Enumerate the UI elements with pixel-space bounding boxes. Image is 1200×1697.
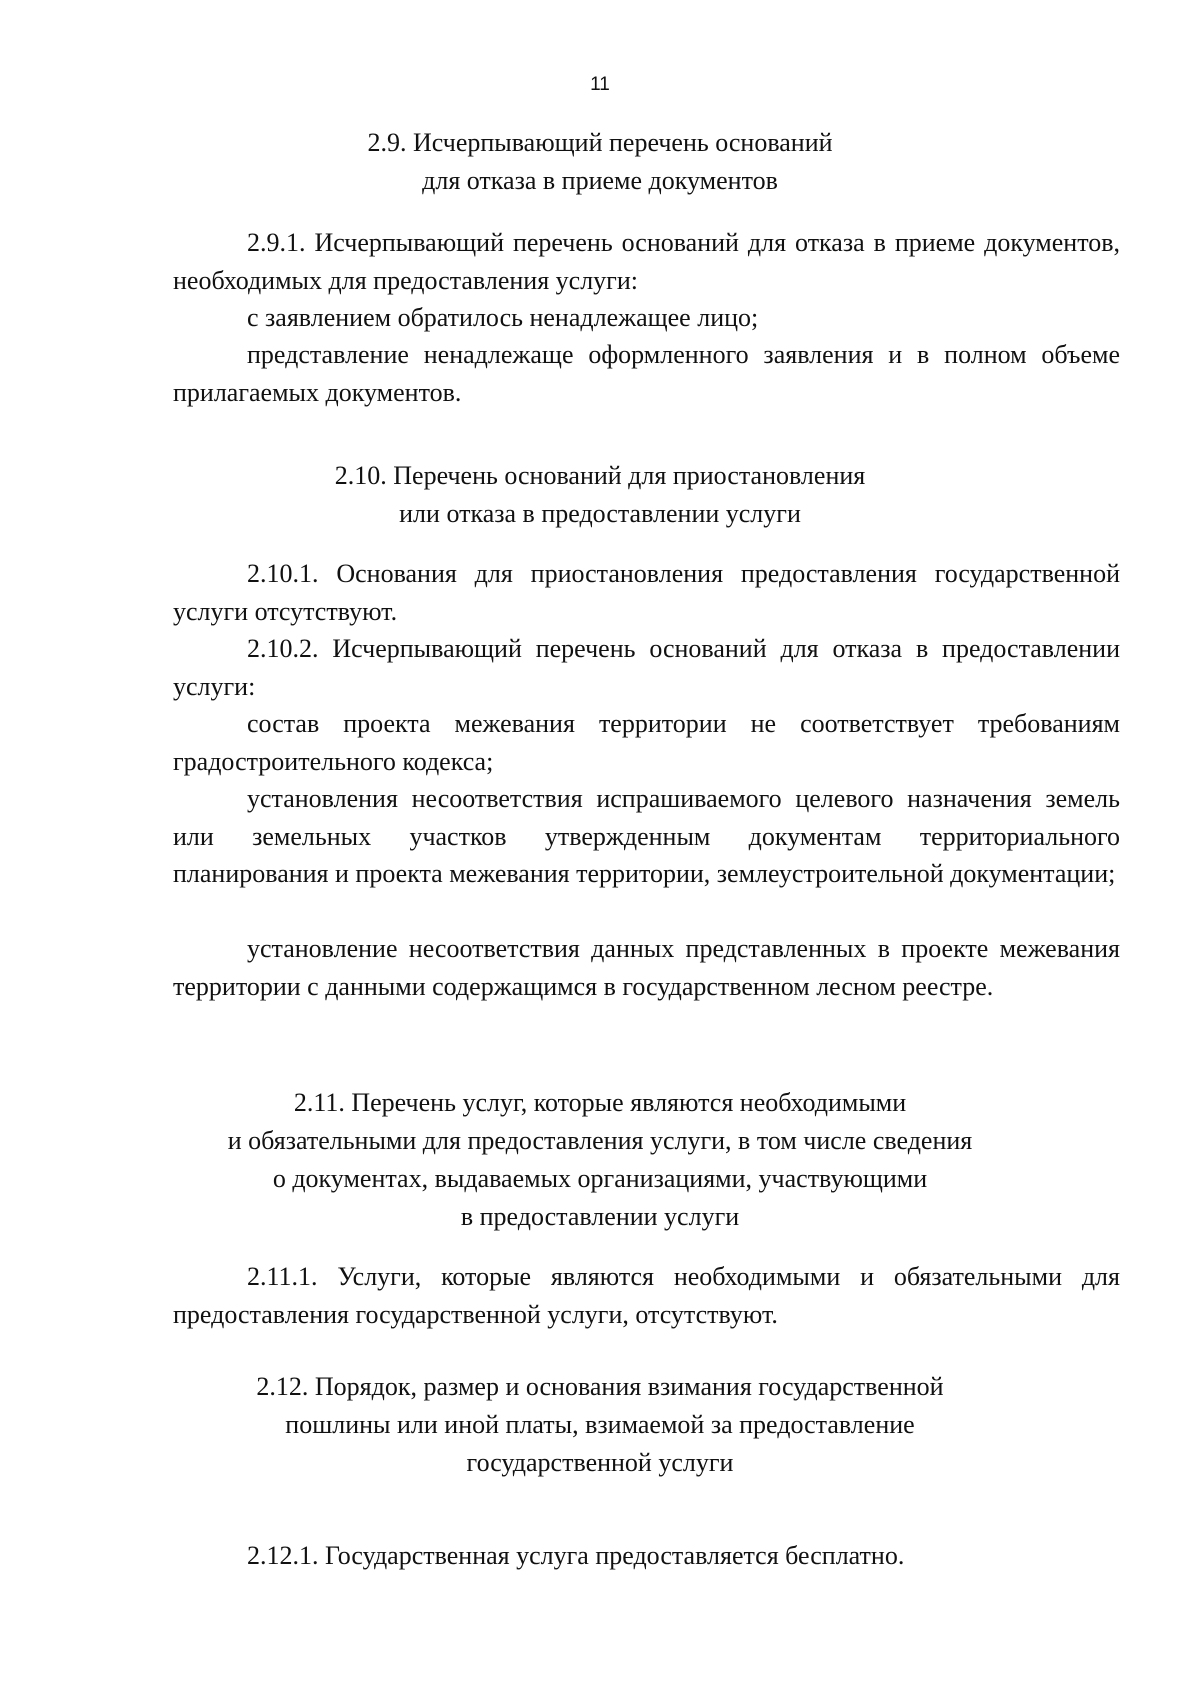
heading-line: 2.11. Перечень услуг, которые являются необходимыми [293, 1088, 907, 1117]
heading-line: 2.9. Исчерпывающий перечень оснований [367, 128, 833, 157]
page-number: 11 [590, 74, 610, 95]
heading-line: для отказа в приеме документов [422, 166, 778, 195]
heading-line: или отказа в предоставлении услуги [399, 499, 801, 528]
heading-line: о документах, выдаваемых организациями, участвующими [272, 1164, 928, 1193]
paragraph-2-9-improper-application: представление ненадлежаще оформленного заявления и в полном объеме прилагаемых документов. [173, 340, 1120, 407]
paragraph-2-9-1: 2.9.1. Исчерпывающий перечень оснований для отказа в приеме документов, необходимых для предоставления услуги: [173, 228, 1120, 295]
paragraph-2-10-2: 2.10.2. Исчерпывающий перечень оснований для отказа в предоставлении услуги: [173, 634, 1120, 701]
section-2-10-heading [0, 457, 1200, 533]
paragraph-2-10-survey-composition: состав проекта межевания территории не соответствует требованиям градостроительного кодекса; [173, 709, 1120, 776]
paragraph-2-10-purpose-mismatch: установления несоответствия испрашиваемого целевого назначения земель или земельных участков утвержденным документам территориального планирования и проекта межевания территории, землеустроительной документации; [173, 784, 1120, 888]
heading-line: пошлины или иной платы, взимаемой за предоставление [285, 1410, 915, 1439]
heading-line: 2.12. Порядок, размер и основания взимания государственной [256, 1372, 944, 1401]
paragraph-2-10-data-mismatch: установление несоответствия данных представленных в проекте межевания территории с данными содержащимся в государственном лесном реестре. [173, 934, 1120, 1001]
section-2-11-heading [0, 1084, 1200, 1236]
heading-line: государственной услуги [466, 1448, 734, 1477]
section-2-9-heading [0, 124, 1200, 200]
paragraph-2-10-1: 2.10.1. Основания для приостановления предоставления государственной услуги отсутствуют. [173, 559, 1120, 626]
heading-line: 2.10. Перечень оснований для приостановления [334, 461, 866, 490]
heading-line: в предоставлении услуги [460, 1202, 740, 1231]
section-2-12-heading [0, 1368, 1200, 1482]
paragraph-2-11-1: 2.11.1. Услуги, которые являются необходимыми и обязательными для предоставления государственной услуги, отсутствуют. [173, 1262, 1120, 1329]
heading-line: и обязательными для предоставления услуги, в том числе сведения [227, 1126, 973, 1155]
paragraph-2-9-improper-person: с заявлением обратилось ненадлежащее лицо; [247, 303, 759, 332]
paragraph-2-12-1: 2.12.1. Государственная услуга предоставляется бесплатно. [247, 1541, 905, 1570]
